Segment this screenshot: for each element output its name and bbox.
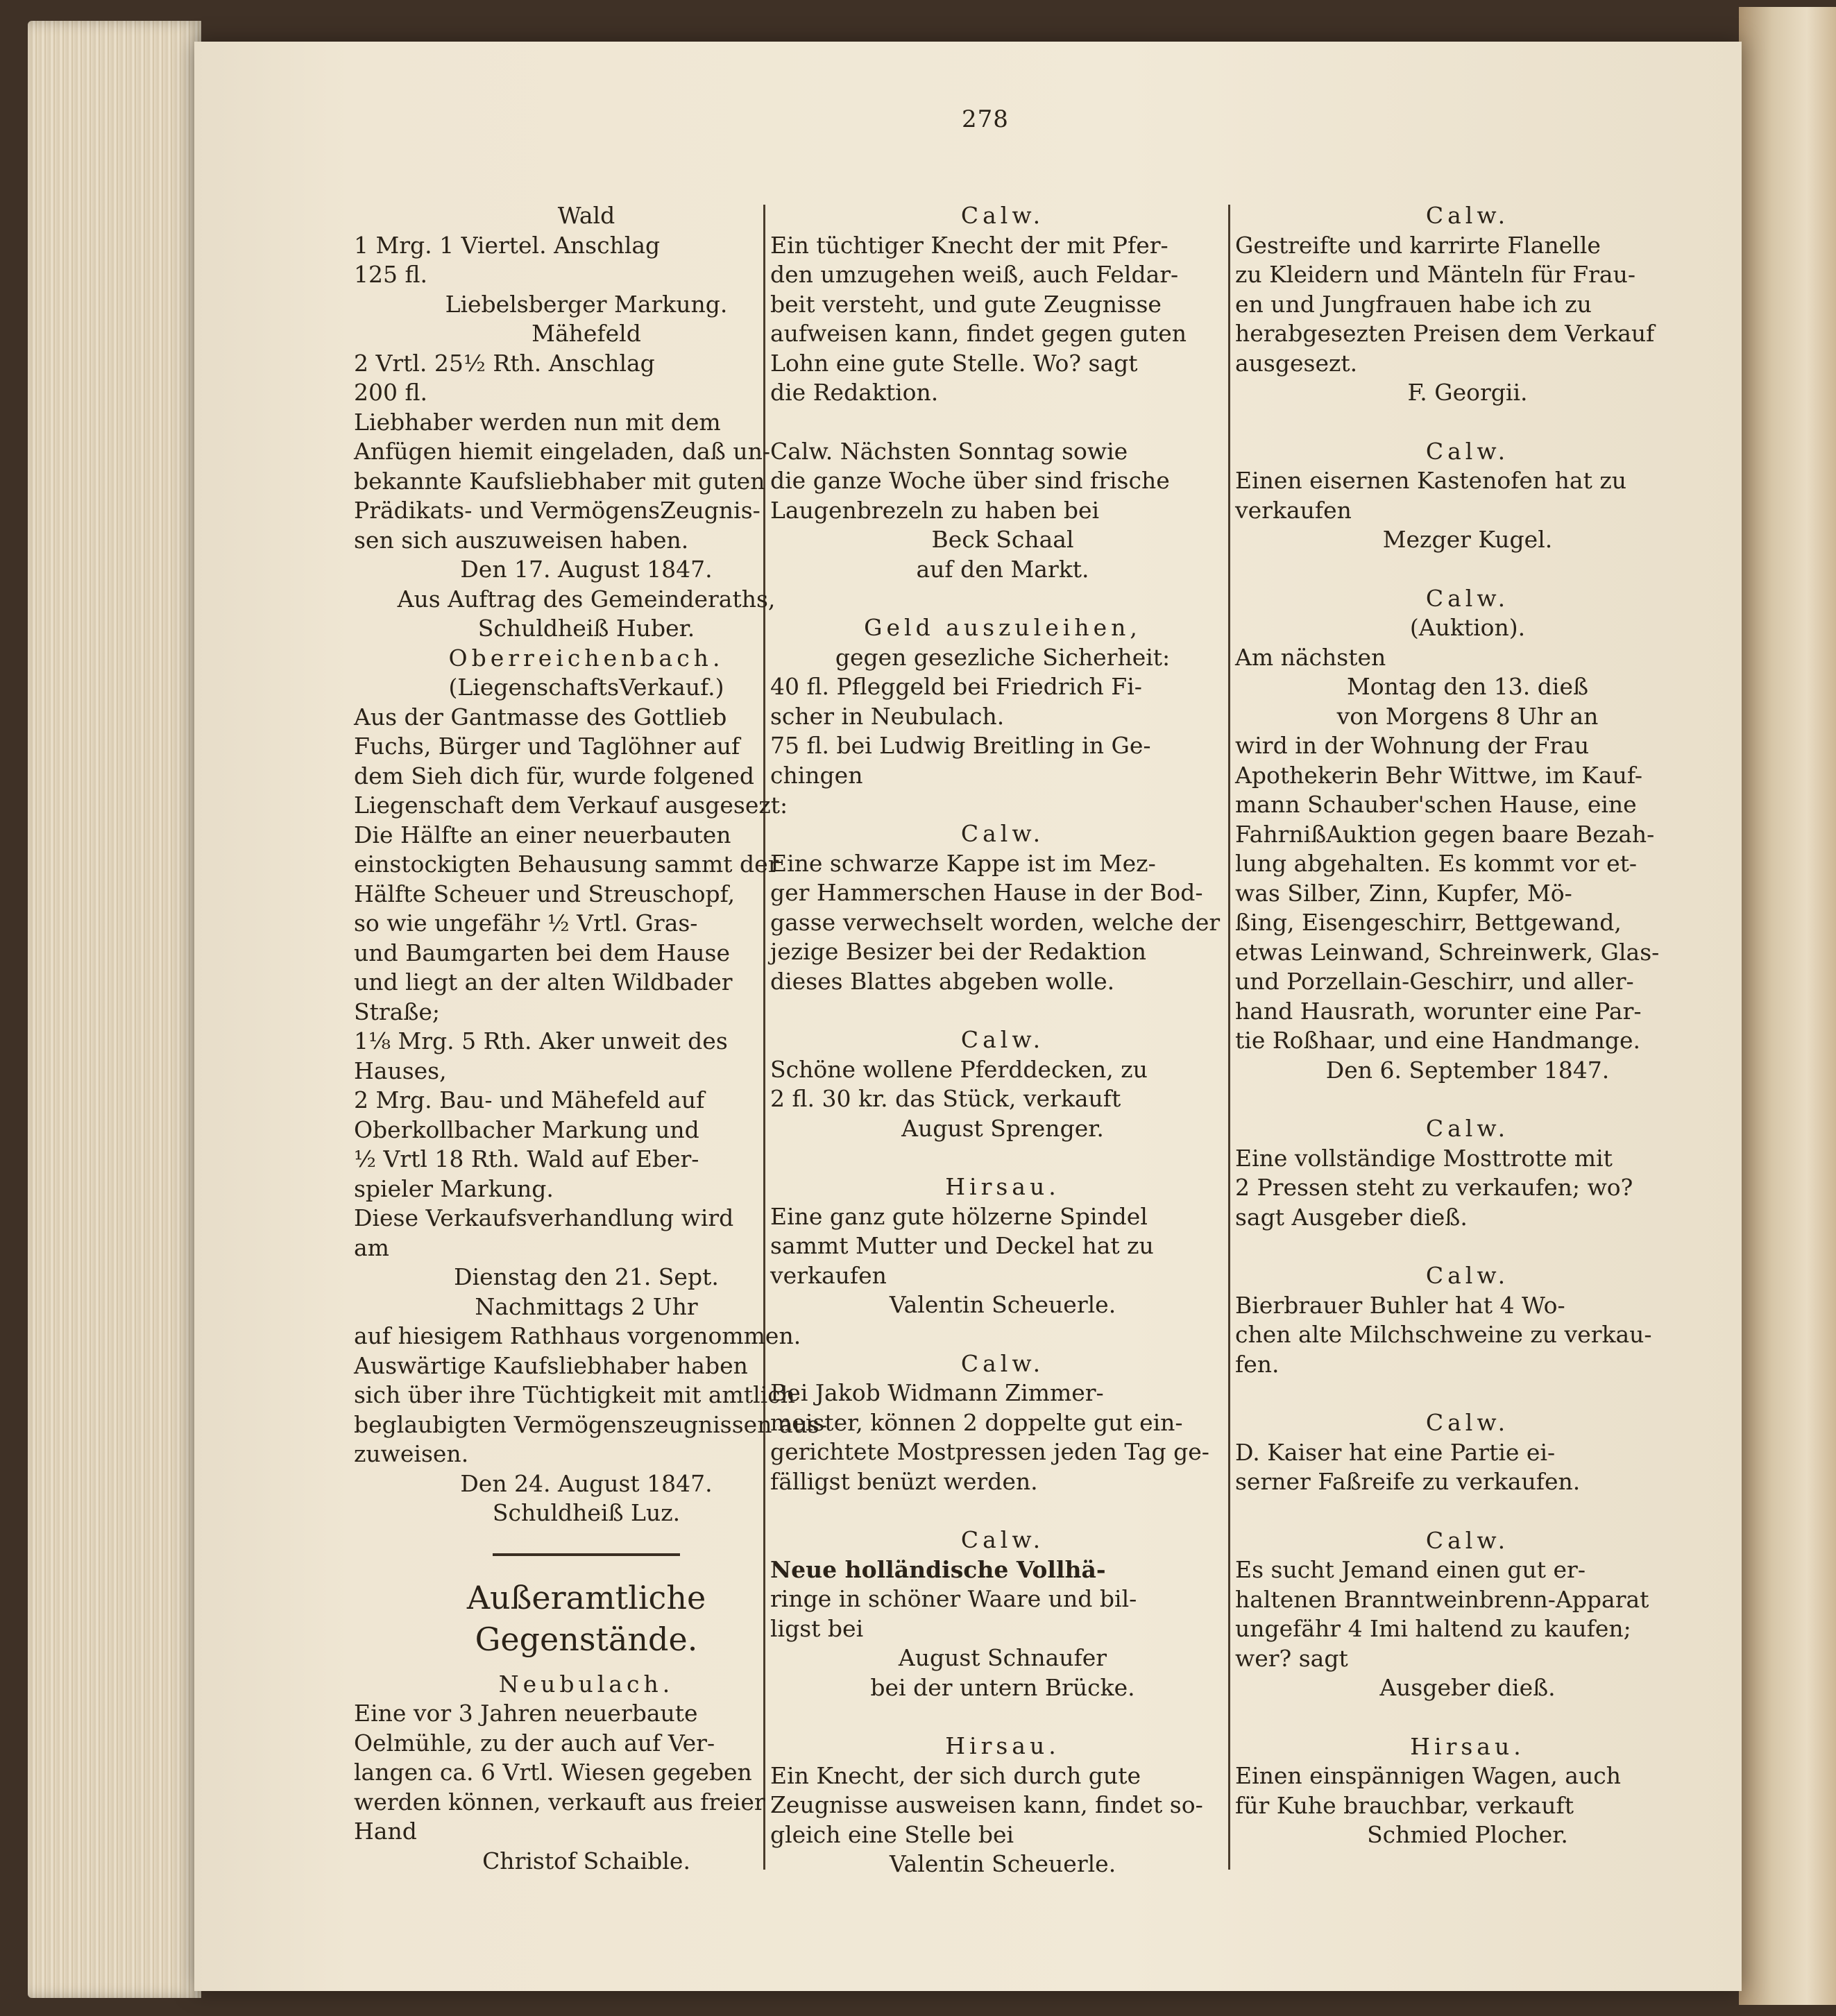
text-line: bekannte Kaufsliebhaber mit guten xyxy=(354,467,765,495)
text-line: fälligst benüzt werden. xyxy=(770,1467,1038,1495)
text-line: Beck Schaal xyxy=(931,526,1074,553)
text-line: (LiegenschaftsVerkauf.) xyxy=(448,674,724,701)
text-line: ßing, Eisengeschirr, Bettgewand, xyxy=(1235,909,1622,936)
text-line: F. Georgii. xyxy=(1407,379,1528,406)
text-line: Auswärtige Kaufsliebhaber haben xyxy=(354,1351,748,1379)
text-line: Apothekerin Behr Wittwe, im Kauf- xyxy=(1235,761,1643,789)
paragraph-gap xyxy=(770,996,1235,1025)
paragraph-gap xyxy=(770,1320,1235,1349)
text-line: jezige Besizer bei der Redaktion xyxy=(770,938,1147,965)
paragraph-gap xyxy=(1235,1379,1700,1408)
paragraph-gap xyxy=(1235,1085,1700,1114)
text-line: chen alte Milchschweine zu verkau- xyxy=(1235,1321,1652,1348)
text-line: 1⅛ Mrg. 5 Rth. Aker unweit des xyxy=(354,1027,728,1054)
text-line: zuweisen. xyxy=(354,1440,469,1467)
text-line: 2 Pressen steht zu verkaufen; wo? xyxy=(1235,1174,1633,1201)
paragraph-gap xyxy=(770,790,1235,819)
text-line: ringe in schöner Waare und bil- xyxy=(770,1585,1137,1612)
text-line: die ganze Woche über sind frische xyxy=(770,467,1170,494)
facing-page-edge xyxy=(1739,7,1836,2005)
section-separator xyxy=(493,1553,680,1556)
text-line: spieler Markung. xyxy=(354,1174,554,1202)
text-line: gerichtete Mostpressen jeden Tag ge- xyxy=(770,1438,1209,1465)
text-line: Bierbrauer Buhler hat 4 Wo- xyxy=(1235,1291,1565,1319)
notice-heading: Calw. xyxy=(1425,1409,1510,1436)
text-line: 2 Mrg. Bau- und Mähefeld auf xyxy=(354,1086,705,1113)
notice-heading: Oberreichenbach. xyxy=(448,644,724,672)
text-line: sen sich auszuweisen haben. xyxy=(354,526,689,554)
text-line: tie Roßhaar, und eine Handmange. xyxy=(1235,1027,1640,1054)
text-line: Eine ganz gute hölzerne Spindel xyxy=(770,1202,1148,1230)
text-line: Neue holländische Vollhä- xyxy=(770,1555,1106,1583)
text-line: lung abgehalten. Es kommt vor et- xyxy=(1235,850,1638,877)
text-line: und Baumgarten bei dem Hause xyxy=(354,939,731,966)
notice-heading: Calw. xyxy=(960,1026,1045,1053)
text-line: Ausgeber dieß. xyxy=(1379,1674,1556,1701)
text-line: Liebhaber werden nun mit dem xyxy=(354,408,721,436)
text-line: ausgesezt. xyxy=(1235,349,1358,377)
text-line: chingen xyxy=(770,761,863,789)
text-line: Es sucht Jemand einen gut er- xyxy=(1235,1556,1586,1583)
text-line: Wald xyxy=(557,202,615,229)
text-line: 200 fl. xyxy=(354,379,427,406)
notice-heading: Calw. xyxy=(960,1526,1045,1553)
column-middle xyxy=(770,201,1235,1879)
text-line: Schuldheiß Luz. xyxy=(492,1499,681,1526)
text-line: FahrnißAuktion gegen baare Bezah- xyxy=(1235,820,1655,848)
text-line: wer? sagt xyxy=(1235,1644,1348,1672)
text-line: so wie ungefähr ½ Vrtl. Gras- xyxy=(354,909,698,937)
text-line: und liegt an der alten Wildbader xyxy=(354,968,733,996)
text-line: ungefähr 4 Imi haltend zu kaufen; xyxy=(1235,1615,1631,1642)
text-line: Liegenschaft dem Verkauf ausgesezt: xyxy=(354,792,788,819)
text-line: Eine vor 3 Jahren neuerbaute xyxy=(354,1700,698,1727)
text-line: und Porzellain-Geschirr, und aller- xyxy=(1235,968,1634,995)
text-line: was Silber, Zinn, Kupfer, Mö- xyxy=(1235,879,1572,907)
notice-heading: Calw. xyxy=(1425,437,1510,465)
text-line: gleich eine Stelle bei xyxy=(770,1820,1014,1848)
paragraph-gap xyxy=(770,1143,1235,1172)
text-line: Die Hälfte an einer neuerbauten xyxy=(354,821,731,848)
text-line: dieses Blattes abgeben wolle. xyxy=(770,967,1115,995)
text-line: Aus Auftrag des Gemeinderaths, xyxy=(397,585,776,613)
text-line: Christof Schaible. xyxy=(482,1847,690,1874)
text-line: Eine vollständige Mosttrotte mit xyxy=(1235,1144,1613,1172)
text-line: von Morgens 8 Uhr an xyxy=(1336,702,1599,730)
text-line: 75 fl. bei Ludwig Breitling in Ge- xyxy=(770,732,1151,759)
text-line: August Sprenger. xyxy=(901,1114,1104,1142)
notice-heading: Calw. xyxy=(960,1349,1045,1377)
text-line: Oelmühle, zu der auch auf Ver- xyxy=(354,1729,715,1757)
text-line: Calw. Nächsten Sonntag sowie xyxy=(770,437,1128,465)
text-line: zu Kleidern und Mänteln für Frau- xyxy=(1235,261,1636,288)
book-page-edges xyxy=(28,21,201,1998)
text-line: Hauses, xyxy=(354,1057,447,1084)
text-line: für Kuhe brauchbar, verkauft xyxy=(1235,1791,1574,1819)
text-line: Mezger Kugel. xyxy=(1382,526,1553,553)
text-line: Zeugnisse ausweisen kann, findet so- xyxy=(770,1791,1203,1818)
text-line: die Redaktion. xyxy=(770,379,939,406)
paragraph-gap xyxy=(1235,1232,1700,1261)
text-line: gegen gesezliche Sicherheit: xyxy=(835,643,1171,671)
text-line: am xyxy=(354,1233,389,1261)
text-line: Bei Jakob Widmann Zimmer- xyxy=(770,1379,1104,1406)
text-line: scher in Neubulach. xyxy=(770,702,1005,730)
notice-heading: Calw. xyxy=(1425,1115,1510,1142)
text-line: sich über ihre Tüchtigkeit mit amtlich xyxy=(354,1381,795,1408)
text-line: dem Sieh dich für, wurde folgened xyxy=(354,762,754,789)
text-line: ligst bei xyxy=(770,1614,864,1642)
text-line: Diese Verkaufsverhandlung wird xyxy=(354,1204,734,1231)
text-line: ½ Vrtl 18 Rth. Wald auf Eber- xyxy=(354,1145,699,1172)
text-line: en und Jungfrauen habe ich zu xyxy=(1235,290,1592,318)
text-line: Oberkollbacher Markung und xyxy=(354,1116,699,1143)
paragraph-gap xyxy=(770,408,1235,437)
text-line: auf den Markt. xyxy=(916,555,1089,583)
notice-heading: Calw. xyxy=(1425,202,1510,229)
text-line: sagt Ausgeber dieß. xyxy=(1235,1203,1468,1231)
paragraph-gap xyxy=(1235,555,1700,584)
text-line: Ein Knecht, der sich durch gute xyxy=(770,1761,1141,1789)
text-line: Liebelsberger Markung. xyxy=(445,290,728,318)
notice-heading: Calw. xyxy=(960,202,1045,229)
text-line: Einen eisernen Kastenofen hat zu xyxy=(1235,467,1626,494)
text-line: hand Hausrath, worunter eine Par- xyxy=(1235,997,1642,1025)
notice-heading: Geld auszuleihen, xyxy=(864,614,1141,641)
text-line: wird in der Wohnung der Frau xyxy=(1235,732,1590,759)
text-line: 2 fl. 30 kr. das Stück, verkauft xyxy=(770,1085,1121,1112)
text-line: 1 Mrg. 1 Viertel. Anschlag xyxy=(354,231,661,259)
text-line: Den 24. August 1847. xyxy=(460,1469,713,1497)
text-line: Gestreifte und karrirte Flanelle xyxy=(1235,231,1601,259)
column-right xyxy=(1235,201,1700,1850)
text-line: Prädikats- und VermögensZeugnis- xyxy=(354,497,760,524)
page-number: 278 xyxy=(962,105,1009,133)
text-line: Straße; xyxy=(354,998,441,1025)
text-line: Den 6. September 1847. xyxy=(1325,1056,1610,1084)
paragraph-gap xyxy=(770,584,1235,613)
text-line: Ein tüchtiger Knecht der mit Pfer- xyxy=(770,231,1168,259)
text-line: Laugenbrezeln zu haben bei xyxy=(770,496,1100,524)
text-line: Aus der Gantmasse des Gottlieb xyxy=(354,703,727,731)
notice-heading: Neubulach. xyxy=(498,1670,674,1698)
notice-heading: Calw. xyxy=(960,820,1045,847)
text-line: Lohn eine gute Stelle. Wo? sagt xyxy=(770,349,1138,377)
section-title: Außeramtliche Gegenstände. xyxy=(466,1578,706,1658)
text-line: Hälfte Scheuer und Streuschopf, xyxy=(354,880,736,907)
text-line: serner Faßreife zu verkaufen. xyxy=(1235,1468,1581,1495)
text-line: Hand xyxy=(354,1818,417,1845)
text-line: Schmied Plocher. xyxy=(1367,1821,1568,1848)
paragraph-gap xyxy=(1235,1497,1700,1526)
text-line: Valentin Scheuerle. xyxy=(889,1291,1116,1318)
text-line: auf hiesigem Rathhaus vorgenommen. xyxy=(354,1322,801,1349)
notice-heading: Calw. xyxy=(1425,1262,1510,1289)
text-line: sammt Mutter und Deckel hat zu xyxy=(770,1232,1154,1259)
text-line: Anfügen hiemit eingeladen, daß un- xyxy=(354,438,770,465)
paragraph-gap xyxy=(1235,408,1700,437)
text-line: Schöne wollene Pferddecken, zu xyxy=(770,1055,1148,1083)
text-line: Schuldheiß Huber. xyxy=(477,615,695,642)
notice-heading: Hirsau. xyxy=(1410,1732,1525,1760)
text-line: Nachmittags 2 Uhr xyxy=(475,1292,698,1320)
text-line: Valentin Scheuerle. xyxy=(889,1850,1116,1877)
text-line: Mähefeld xyxy=(532,320,641,347)
paragraph-gap xyxy=(770,1702,1235,1732)
text-line: mann Schauber'schen Hause, eine xyxy=(1235,791,1637,818)
text-line: herabgesezten Preisen dem Verkauf xyxy=(1235,320,1655,347)
newspaper-page xyxy=(194,42,1742,1991)
text-line: meister, können 2 doppelte gut ein- xyxy=(770,1408,1183,1436)
paragraph-gap xyxy=(1235,1703,1700,1732)
text-line: 125 fl. xyxy=(354,261,427,288)
text-line: langen ca. 6 Vrtl. Wiesen gegeben xyxy=(354,1759,752,1786)
paragraph-gap xyxy=(770,1496,1235,1526)
text-line: fen. xyxy=(1235,1350,1280,1378)
text-line: gasse verwechselt worden, welche der xyxy=(770,908,1221,936)
text-line: Den 17. August 1847. xyxy=(460,556,713,583)
text-line: verkaufen xyxy=(1235,496,1352,524)
text-line: etwas Leinwand, Schreinwerk, Glas- xyxy=(1235,938,1660,966)
text-line: Montag den 13. dieß xyxy=(1346,673,1589,700)
text-line: einstockigten Behausung sammt der xyxy=(354,851,779,878)
text-line: den umzugehen weiß, auch Feldar- xyxy=(770,261,1179,288)
text-line: 40 fl. Pfleggeld bei Friedrich Fi- xyxy=(770,673,1142,700)
notice-heading: Calw. xyxy=(1425,1526,1510,1554)
text-line: beit versteht, und gute Zeugnisse xyxy=(770,290,1162,318)
column-left xyxy=(354,201,827,1876)
text-line: aufweisen kann, findet gegen guten xyxy=(770,320,1187,347)
text-line: Dienstag den 21. Sept. xyxy=(454,1263,719,1290)
text-line: ger Hammerschen Hause in der Bod- xyxy=(770,879,1203,906)
text-line: verkaufen xyxy=(770,1261,887,1289)
text-line: (Auktion). xyxy=(1409,614,1526,641)
text-line: bei der untern Brücke. xyxy=(870,1673,1135,1701)
notice-heading: Hirsau. xyxy=(945,1732,1060,1759)
text-line: D. Kaiser hat eine Partie ei- xyxy=(1235,1438,1556,1466)
text-line: August Schnaufer xyxy=(898,1644,1107,1671)
notice-heading: Hirsau. xyxy=(945,1173,1060,1200)
text-line: beglaubigten Vermögenszeugnissen aus- xyxy=(354,1410,827,1438)
text-line: Am nächsten xyxy=(1235,643,1386,671)
notice-heading: Calw. xyxy=(1425,584,1510,612)
text-line: Fuchs, Bürger und Taglöhner auf xyxy=(354,733,740,760)
text-line: Eine schwarze Kappe ist im Mez- xyxy=(770,849,1156,877)
text-line: haltenen Branntweinbrenn-Apparat xyxy=(1235,1585,1649,1613)
text-line: 2 Vrtl. 25½ Rth. Anschlag xyxy=(354,349,655,377)
text-line: Einen einspännigen Wagen, auch xyxy=(1235,1762,1621,1789)
text-line: werden können, verkauft aus freier xyxy=(354,1788,765,1816)
